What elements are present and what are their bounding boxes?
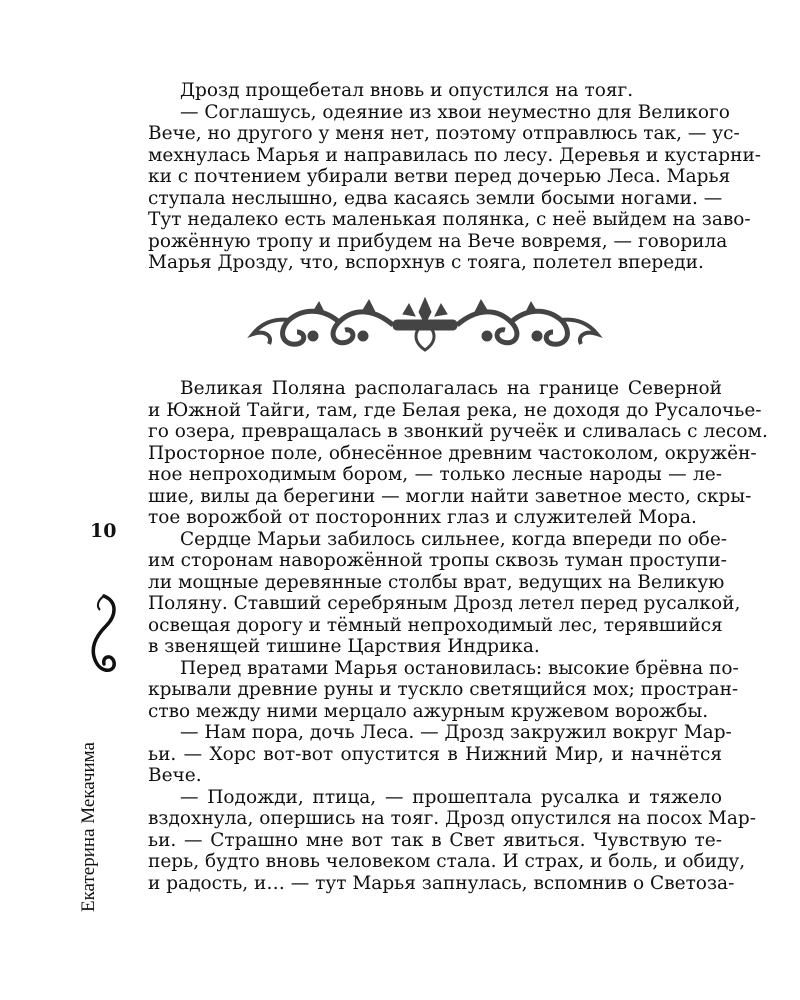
text-line: Вече, но другого у меня нет, поэтому отправлюсь так, — ус- (148, 123, 740, 144)
text-line: ступала неслышно, едва касаясь земли босыми ногами. — (148, 187, 723, 209)
text-line: перь, будто вновь человеком стала. И страх, и боль, и обиду, (148, 851, 746, 872)
page-number: 10 (90, 520, 117, 542)
text-line: освещая дорогу и тёмный непроходимый лес, терявшийся (148, 614, 723, 636)
text-line: ное непроходимым бором, — только лесные народы — ле- (148, 464, 722, 485)
text-line: Вече. (148, 765, 202, 786)
text-line: Тут недалеко есть маленькая полянка, с неё выйдем на заво- (148, 209, 751, 230)
text-block-top (148, 80, 762, 274)
text-line: тое ворожбой от посторонних глаз и служителей Мора. (148, 507, 697, 528)
text-line: и Южной Тайги, там, где Белая река, не доходя до Русалочье- (148, 399, 762, 421)
text-line: и радость, и… — тут Марья запнулась, вспомнив о Светоза- (148, 872, 735, 894)
flourish-icon (84, 592, 124, 684)
text-line: Дрозд прощебетал вновь и опустился на тояг. (180, 80, 634, 101)
text-line: мехнулась Марья и направилась по лесу. Деревья и кустарни- (148, 144, 762, 166)
text-line: рожённую тропу и прибудем на Вече вовремя, — говорила (148, 230, 728, 252)
text-line: ьи. — Страшно мне вот так в Свет явиться. Чувствую те- (148, 829, 722, 851)
text-line: шие, вилы да берегини — могли найти заветное место, скры- (148, 485, 752, 507)
running-head-author: Екатерина Мекачима (78, 742, 99, 912)
text-line: Перед вратами Марья остановилась: высокие брёвна по- (180, 657, 739, 679)
text-line: им сторонам наворожённой тропы сквозь туман проступи- (148, 550, 727, 571)
text-line: — Подожди, птица, — прошептала русалка и тяжело (180, 786, 722, 808)
text-line: го озера, превращалась в звонкий ручеёк и сливалась с лесом. (148, 421, 768, 442)
text-line: Сердце Марьи забилось сильнее, когда впереди по обе- (180, 528, 728, 550)
text-block-bottom (148, 378, 768, 894)
text-line: ки с почтением убирали ветви перед дочерью Леса. Марья (148, 166, 731, 187)
text-line: ли мощные деревянные столбы врат, ведущих на Великую (148, 571, 725, 593)
text-line: Поляну. Ставший серебряным Дрозд летел перед русалкой, (148, 593, 741, 614)
text-line: — Нам пора, дочь Леса. — Дрозд закружил вокруг Мар- (180, 722, 732, 743)
text-line: ьи. — Хорс вот-вот опустится в Нижний Мир, и начнётся (148, 743, 722, 765)
text-line: ство между ними мерцало ажурным кружевом ворожбы. (148, 700, 709, 722)
text-line: вздохнула, опершись на тояг. Дрозд опустился на посох Мар- (148, 808, 756, 829)
text-line: Просторное поле, обнесённое древним частоколом, окружён- (148, 442, 757, 464)
text-line: в звенящей тишине Царствия Индрика. (148, 636, 540, 657)
text-line: Великая Поляна располагалась на границе Северной (180, 378, 722, 399)
ornamental-divider-icon (243, 294, 607, 356)
text-line: — Соглашусь, одеяние из хвои неуместно для Великого (180, 101, 730, 123)
text-line: Марья Дрозду, что, вспорхнув с тояга, полетел впереди. (148, 252, 704, 273)
text-line: крывали древние руны и тускло светящийся мох; простран- (148, 679, 739, 700)
